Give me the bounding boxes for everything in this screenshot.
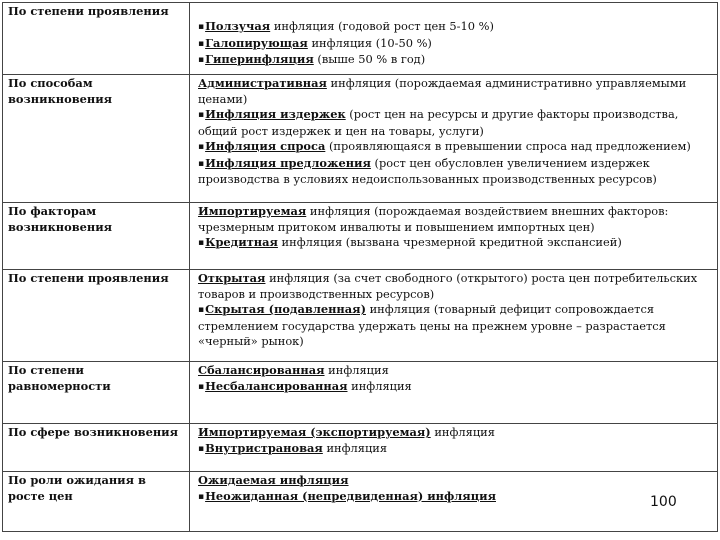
inflation-term: Галопирующая bbox=[205, 35, 308, 50]
category-items bbox=[190, 362, 718, 424]
category-items bbox=[190, 3, 718, 75]
category-items bbox=[190, 472, 718, 532]
bullet-square-icon: ▪ bbox=[198, 55, 205, 65]
list-item bbox=[198, 363, 713, 379]
table-row bbox=[3, 270, 718, 362]
list-item bbox=[198, 302, 713, 350]
term-description: (выше 50 % в год) bbox=[313, 52, 426, 66]
list-item bbox=[198, 52, 713, 69]
list-item bbox=[198, 235, 713, 252]
inflation-term: Гиперинфляция bbox=[205, 52, 314, 66]
bullet-square-icon: ▪ bbox=[198, 491, 205, 502]
term-description: инфляция (вызвана чрезмерной кредитной экспансией) bbox=[277, 235, 622, 249]
inflation-term: Импортируемая bbox=[198, 204, 307, 218]
inflation-term: Открытая bbox=[198, 271, 266, 285]
inflation-term: Несбалансированная bbox=[205, 378, 348, 393]
inflation-term: Инфляция издержек bbox=[205, 107, 346, 121]
inflation-term: Внутристрановая bbox=[205, 440, 323, 455]
list-item bbox=[198, 156, 713, 188]
table-row bbox=[3, 424, 718, 472]
term-description: (рост цен на ресурсы и другие факторы производства, общий рост издержек и цен на товары, услуги) bbox=[198, 107, 679, 138]
term-description: инфляция (за счет свободного (открытого) роста цен потребительских товаров и производственных ресурсов) bbox=[198, 271, 698, 301]
term-description: инфляция (порождаемая воздействием внешних факторов: чрезмерным притоком инвалюты и повышением импортных цен) bbox=[198, 204, 669, 234]
bullet-square-icon: ▪ bbox=[198, 238, 205, 248]
list-item bbox=[198, 36, 713, 53]
inflation-term: Неожиданная (непредвиденная) инфляция bbox=[205, 488, 496, 503]
term-description: инфляция (10-50 %) bbox=[307, 35, 432, 50]
list-item bbox=[198, 19, 713, 36]
inflation-term: Кредитная bbox=[205, 235, 278, 249]
term-description: инфляция bbox=[324, 363, 389, 377]
term-description: инфляция bbox=[322, 440, 388, 455]
bullet-square-icon: ▪ bbox=[198, 38, 205, 49]
inflation-term: Инфляция предложения bbox=[205, 155, 371, 170]
table-row bbox=[3, 203, 718, 270]
list-item bbox=[198, 76, 713, 107]
inflation-term: Инфляция спроса bbox=[205, 139, 326, 153]
list-item bbox=[198, 489, 713, 506]
bullet-square-icon: ▪ bbox=[198, 110, 205, 120]
bullet-square-icon: ▪ bbox=[198, 142, 205, 152]
category-label: По способам возникновения bbox=[3, 75, 190, 203]
list-item bbox=[198, 425, 713, 441]
category-items bbox=[190, 203, 718, 270]
table-row bbox=[3, 75, 718, 203]
term-description: инфляция bbox=[347, 378, 412, 393]
category-items bbox=[190, 270, 718, 362]
inflation-term: Сбалансированная bbox=[198, 363, 325, 377]
list-item bbox=[198, 441, 713, 458]
category-items bbox=[190, 75, 718, 203]
category-label: По степени проявления bbox=[3, 270, 190, 362]
list-item bbox=[198, 271, 713, 302]
list-item bbox=[198, 139, 713, 156]
term-description: (проявляющаяся в превышении спроса над предложением) bbox=[325, 139, 691, 153]
bullet-square-icon: ▪ bbox=[198, 22, 205, 32]
term-description: (рост цен обусловлен увеличением издержек производства в условиях недоиспользованных производственных ресурсов) bbox=[198, 155, 657, 186]
inflation-term: Административная bbox=[198, 76, 327, 90]
table-row bbox=[3, 362, 718, 424]
inflation-term: Ползучая bbox=[205, 19, 271, 33]
bullet-square-icon: ▪ bbox=[198, 158, 205, 169]
inflation-term: Импортируемая (экспортируемая) bbox=[198, 425, 431, 439]
category-label: По степени равномерности bbox=[3, 362, 190, 424]
term-description: инфляция (порождаемая административно управляемыми ценами) bbox=[198, 76, 687, 106]
list-item bbox=[198, 379, 713, 396]
category-label: По степени проявления bbox=[3, 3, 190, 75]
table-body bbox=[3, 3, 718, 532]
inflation-term: Скрытая (подавленная) bbox=[205, 302, 366, 316]
page-number: 100 bbox=[650, 494, 677, 510]
bullet-square-icon: ▪ bbox=[198, 305, 205, 315]
list-item bbox=[198, 107, 713, 139]
term-description: инфляция (годовой рост цен 5-10 %) bbox=[270, 19, 494, 33]
category-label: По факторам возникновения bbox=[3, 203, 190, 270]
inflation-term: Ожидаемая инфляция bbox=[198, 473, 349, 487]
bullet-square-icon: ▪ bbox=[198, 443, 205, 454]
category-label: По роли ожидания в росте цен bbox=[3, 472, 190, 532]
table-row bbox=[3, 472, 718, 532]
category-items bbox=[190, 424, 718, 472]
term-description: инфляция (товарный дефицит сопровождается стремлением государства удержать цены на прежнем уровне – разрастается «черный» рынок) bbox=[198, 302, 666, 348]
term-description: инфляция bbox=[430, 425, 495, 439]
table-row bbox=[3, 3, 718, 75]
bullet-square-icon: ▪ bbox=[198, 381, 205, 392]
list-item bbox=[198, 473, 713, 489]
category-label: По сфере возникновения bbox=[3, 424, 190, 472]
list-item bbox=[198, 204, 713, 235]
inflation-classification-table bbox=[2, 2, 718, 532]
